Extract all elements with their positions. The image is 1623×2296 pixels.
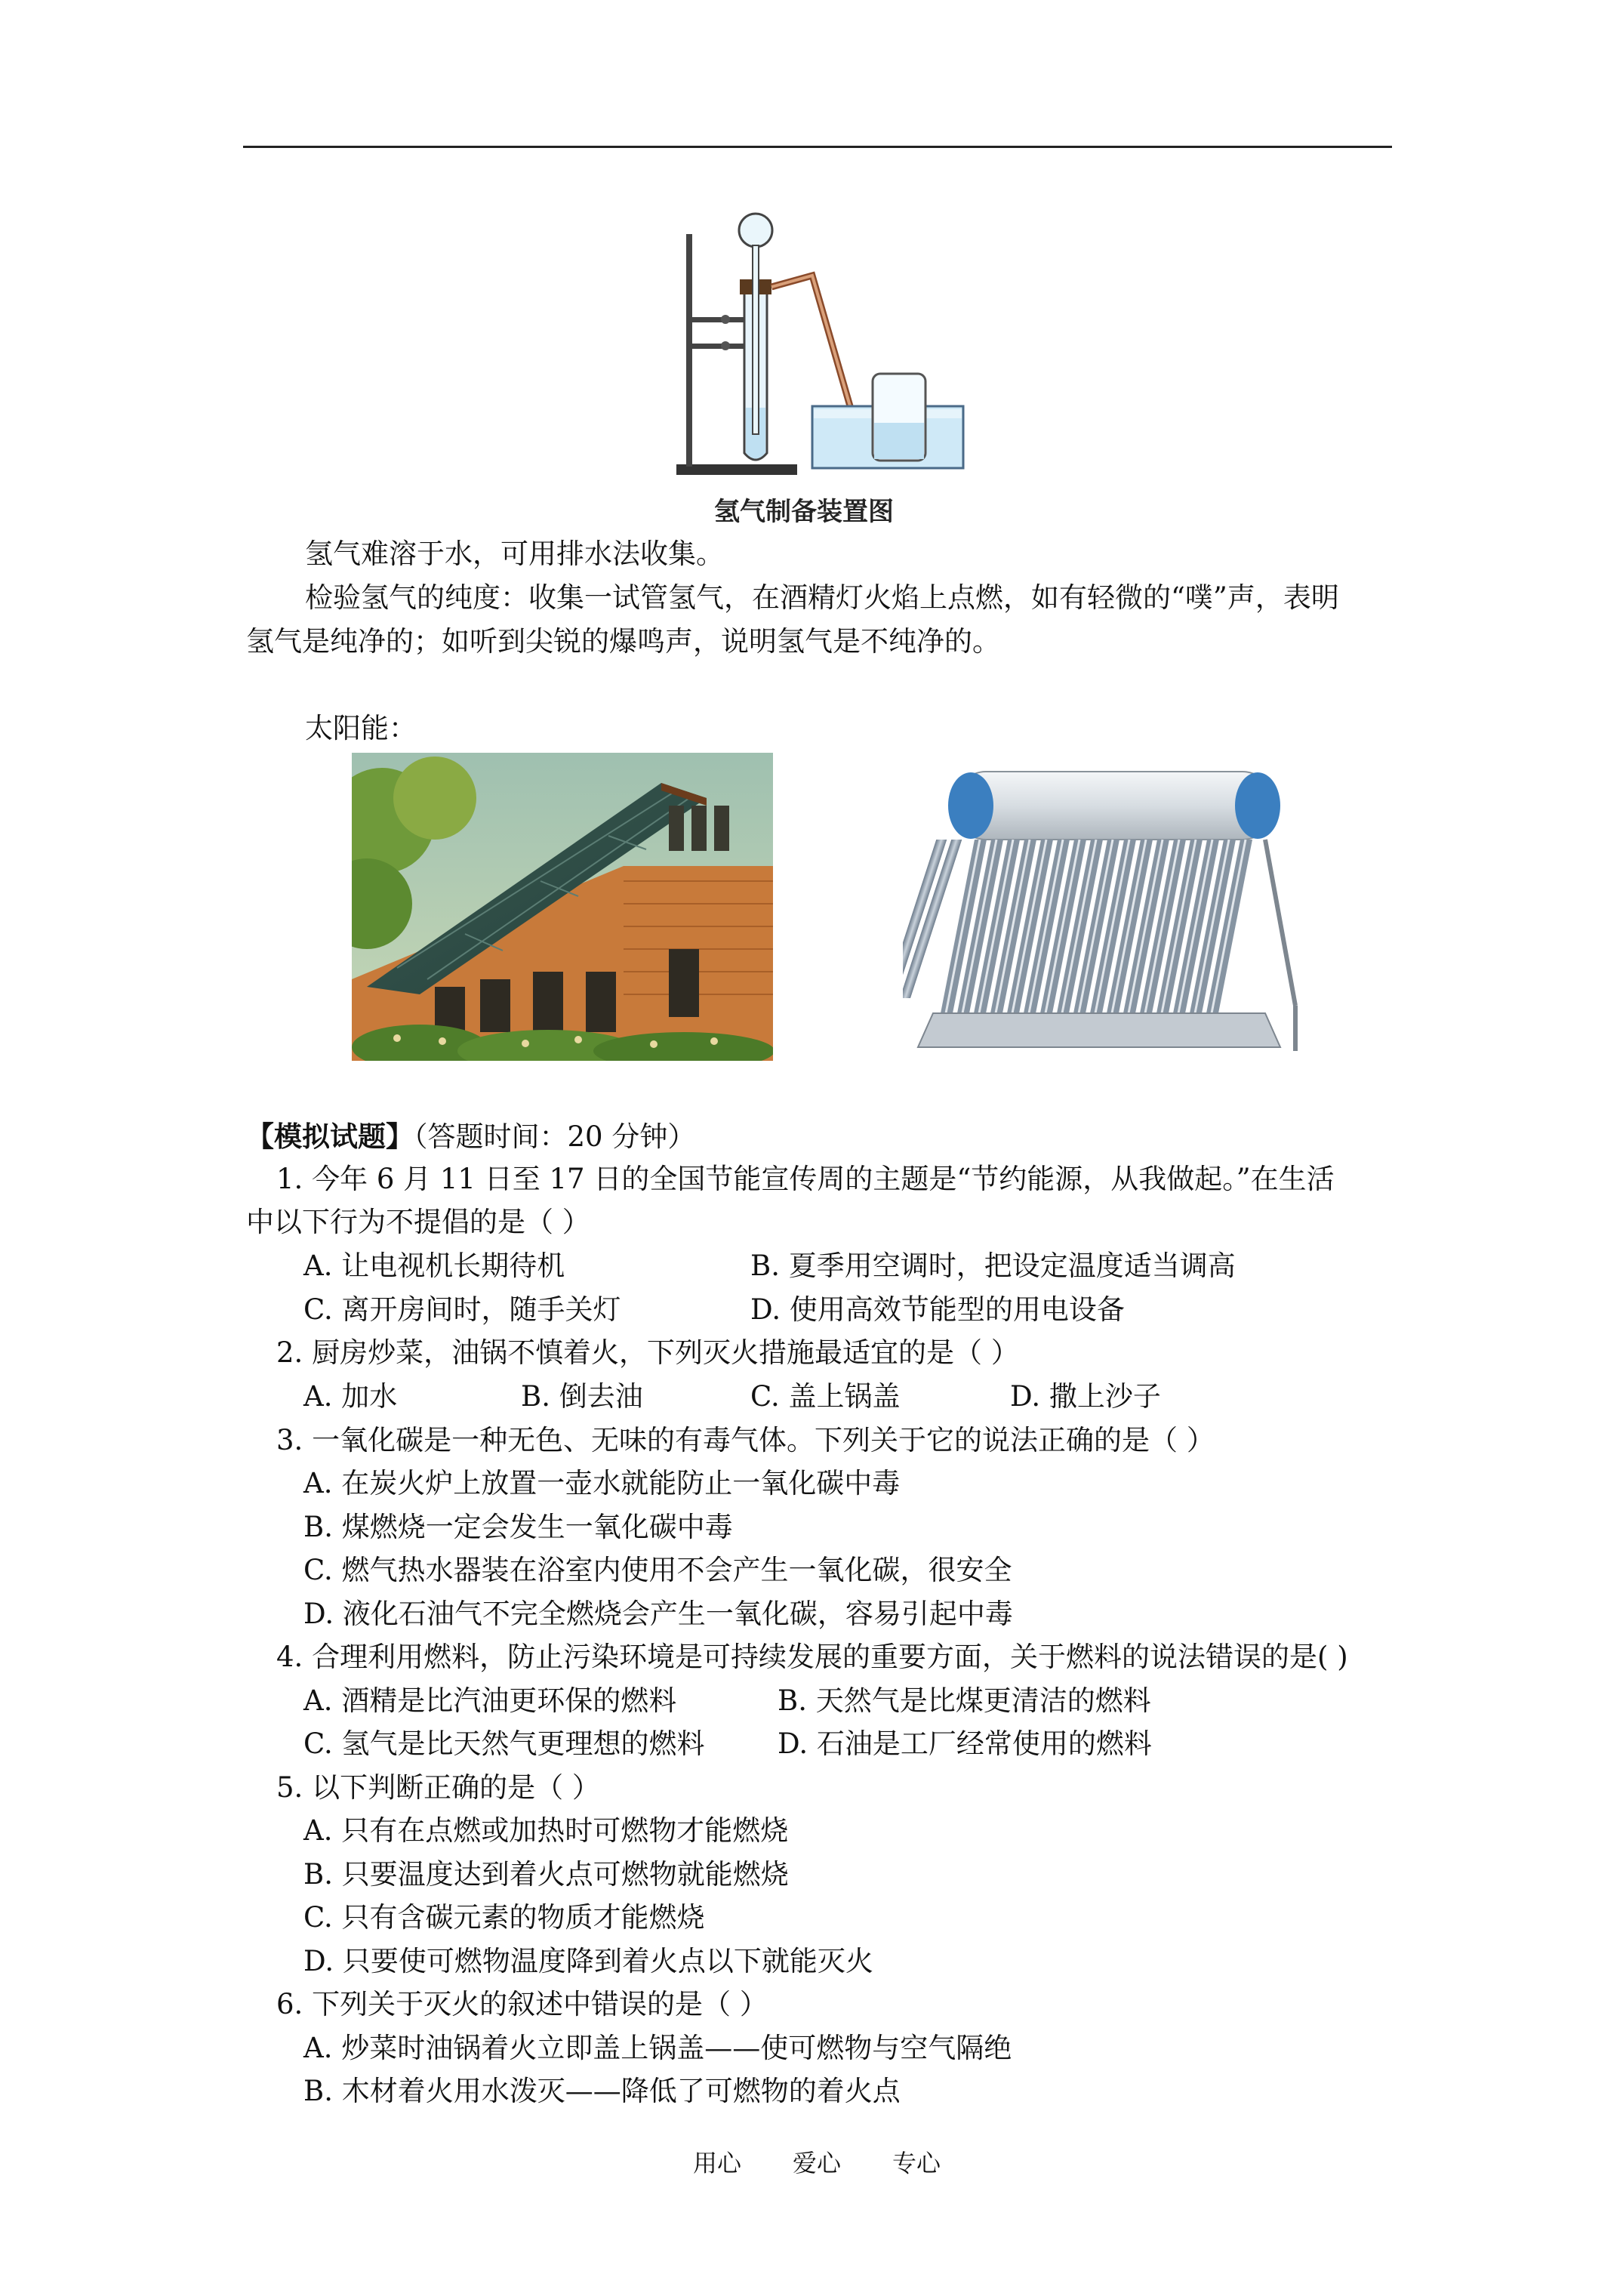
question-3-option-c: C. 燃气热水器装在浴室内使用不会产生一氧化碳，很安全 bbox=[303, 1554, 1012, 1586]
paragraph-purity-test-line2: 氢气是纯净的；如听到尖锐的爆鸣声，说明氢气是不纯净的。 bbox=[246, 625, 1000, 658]
question-6-option-a: A. 炒菜时油锅着火立即盖上锅盖——使可燃物与空气隔绝 bbox=[303, 2032, 1012, 2064]
section-title-row bbox=[246, 1120, 695, 1154]
question-5-option-c: C. 只有含碳元素的物质才能燃烧 bbox=[303, 1901, 705, 1934]
question-2-option-c: C. 盖上锅盖 bbox=[750, 1380, 901, 1413]
solar-energy-label: 太阳能： bbox=[305, 712, 417, 744]
section-time-note: （答题时间：20 分钟） bbox=[414, 1120, 696, 1153]
question-4-option-b: B. 天然气是比煤更清洁的燃料 bbox=[778, 1684, 1151, 1717]
question-3-stem: 3. 一氧化碳是一种无色、无味的有毒气体。下列关于它的说法正确的是（ ） bbox=[276, 1424, 1215, 1456]
question-1-stem-line1: 1. 今年 6 月 11 日至 17 日的全国节能宣传周的主题是“节约能源，从我做起。”在生活 bbox=[276, 1163, 1335, 1195]
question-2-stem: 2. 厨房炒菜，油锅不慎着火，下列灭火措施最适宜的是（ ） bbox=[276, 1336, 1019, 1369]
solar-water-heater-image bbox=[903, 757, 1326, 1066]
question-6-stem: 6. 下列关于灭火的叙述中错误的是（ ） bbox=[276, 1988, 768, 2020]
question-5-option-a: A. 只有在点燃或加热时可燃物才能燃烧 bbox=[303, 1814, 789, 1847]
section-title: 【模拟试题】 bbox=[246, 1120, 414, 1153]
footer-item-3: 专心 bbox=[892, 2149, 941, 2177]
question-3-option-b: B. 煤燃烧一定会发生一氧化碳中毒 bbox=[303, 1511, 733, 1543]
question-3-option-a: A. 在炭火炉上放置一壶水就能防止一氧化碳中毒 bbox=[303, 1467, 901, 1499]
question-4-option-a: A. 酒精是比汽油更环保的燃料 bbox=[303, 1684, 677, 1717]
question-5-option-d: D. 只要使可燃物温度降到着火点以下就能灭火 bbox=[303, 1945, 873, 1977]
question-4-option-d: D. 石油是工厂经常使用的燃料 bbox=[778, 1727, 1152, 1760]
footer-item-1: 用心 bbox=[693, 2149, 742, 2177]
apparatus-caption: 氢气制备装置图 bbox=[714, 497, 894, 527]
question-2-option-b: B. 倒去油 bbox=[521, 1380, 643, 1413]
apparatus-diagram bbox=[654, 204, 971, 491]
question-1-option-d: D. 使用高效节能型的用电设备 bbox=[750, 1293, 1125, 1326]
solar-house-image bbox=[352, 753, 773, 1061]
question-4-option-c: C. 氢气是比天然气更理想的燃料 bbox=[303, 1727, 705, 1760]
question-4-stem: 4. 合理利用燃料，防止污染环境是可持续发展的重要方面，关于燃料的说法错误的是( ) bbox=[276, 1641, 1348, 1673]
question-6-option-b: B. 木材着火用水泼灭——降低了可燃物的着火点 bbox=[303, 2075, 901, 2107]
header-rule bbox=[243, 146, 1392, 148]
question-3-option-d: D. 液化石油气不完全燃烧会产生一氧化碳，容易引起中毒 bbox=[303, 1598, 1013, 1630]
question-5-option-b: B. 只要温度达到着火点可燃物就能燃烧 bbox=[303, 1858, 789, 1891]
paragraph-hydrogen-collection: 氢气难溶于水，可用排水法收集。 bbox=[305, 538, 724, 570]
hydrogen-apparatus-figure bbox=[654, 204, 971, 491]
question-1-option-b: B. 夏季用空调时，把设定温度适当调高 bbox=[750, 1250, 1236, 1282]
question-2-option-a: A. 加水 bbox=[303, 1380, 398, 1413]
solar-house-photo bbox=[352, 753, 773, 1061]
question-2-option-d: D. 撒上沙子 bbox=[1010, 1380, 1161, 1413]
question-5-stem: 5. 以下判断正确的是（ ） bbox=[276, 1771, 600, 1804]
question-1-option-a: A. 让电视机长期待机 bbox=[303, 1250, 565, 1282]
question-1-stem-line2: 中以下行为不提倡的是（ ） bbox=[246, 1206, 590, 1238]
question-1-option-c: C. 离开房间时，随手关灯 bbox=[303, 1293, 621, 1326]
footer-item-2: 爱心 bbox=[793, 2149, 842, 2177]
solar-water-heater-photo bbox=[903, 757, 1326, 1066]
paragraph-purity-test-line1: 检验氢气的纯度：收集一试管氢气，在酒精灯火焰上点燃，如有轻微的“噗”声，表明 bbox=[305, 581, 1339, 614]
